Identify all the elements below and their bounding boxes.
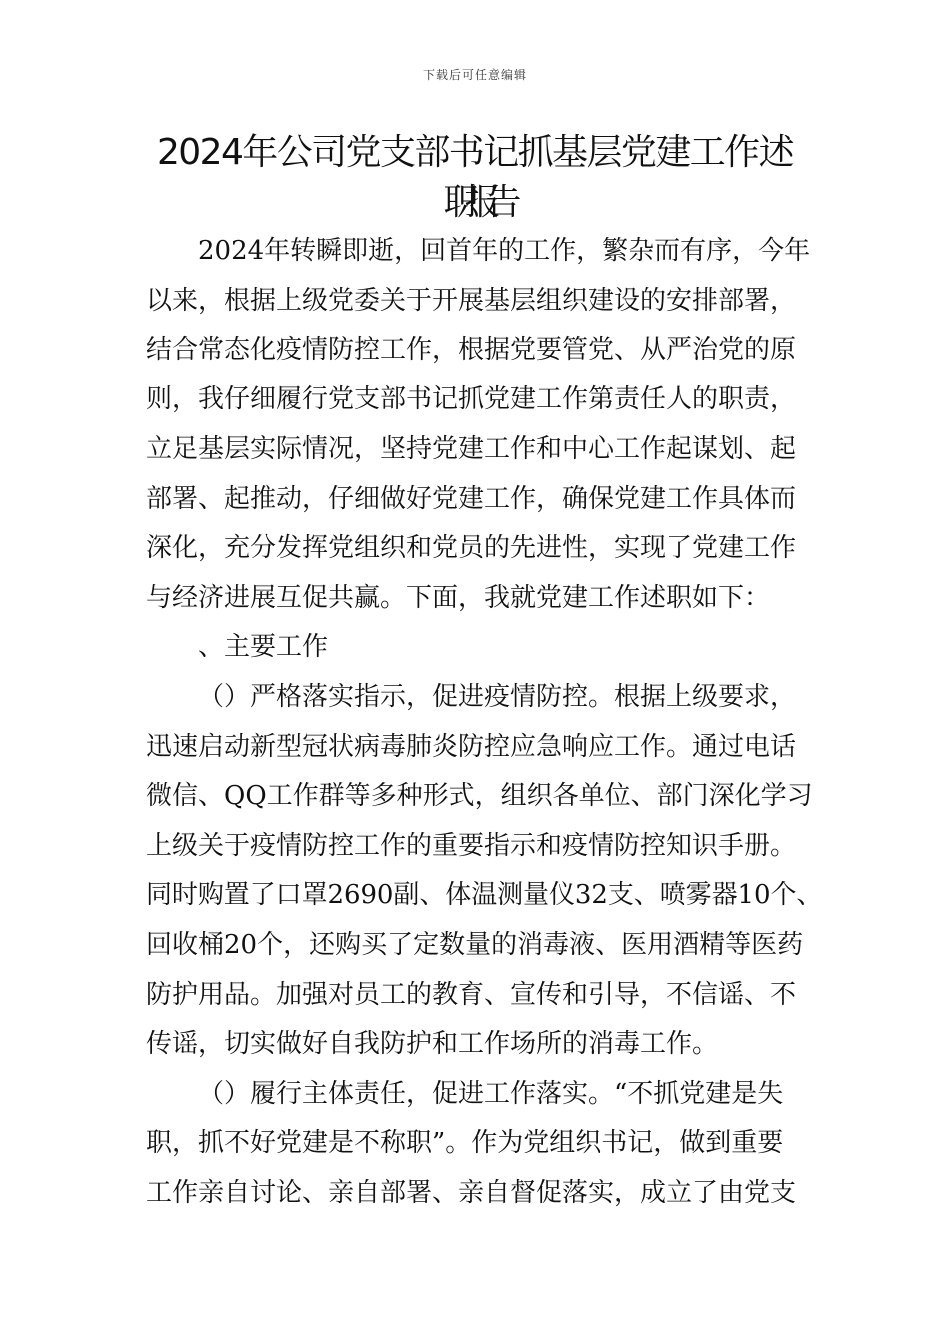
body-line: 以来，根据上级党委关于开展基层组织建设的安排部署，: [146, 286, 797, 316]
body-line: 部署、起推动，仔细做好党建工作，确保党建工作具体而: [146, 484, 797, 514]
body-line: 职，抓不好党建是不称职”。作为党组织书记，做到重要: [146, 1128, 784, 1158]
body-line: 则，我仔细履行党支部书记抓党建工作第责任人的职责，: [146, 384, 797, 414]
body-line: （）严格落实指示，促进疫情防控。根据上级要求，: [198, 682, 797, 712]
body-line: 立足基层实际情况，坚持党建工作和中心工作起谋划、起: [146, 434, 797, 464]
document-title-line-1: 2024年公司党支部书记抓基层党建工作述: [156, 132, 794, 173]
body-line: 与经济进展互促共赢。下面，我就党建工作述职如下：: [146, 583, 771, 613]
body-line: 防护用品。加强对员工的教育、宣传和引导，不信谣、不: [146, 980, 797, 1010]
body-line: （）履行主体责任，促进工作落实。“不抓党建是失: [198, 1079, 784, 1109]
body-line: 结合常态化疫情防控工作，根据党要管党、从严治党的原: [146, 335, 797, 365]
body-line: 传谣，切实做好自我防护和工作场所的消毒工作。: [146, 1029, 719, 1059]
body-line: 深化，充分发挥党组织和党员的先进性，实现了党建工作: [146, 533, 797, 563]
document-title-line-2: 职报告: [443, 182, 507, 223]
body-line: 上级关于疫情防控工作的重要指示和疫情防控知识手册。: [146, 831, 797, 861]
body-line: 迅速启动新型冠状病毒肺炎防控应急响应工作。通过电话: [146, 732, 797, 762]
body-line: 工作亲自讨论、亲自部署、亲自督促落实，成立了由党支: [146, 1178, 797, 1208]
header-note: 下载后可任意编辑: [422, 68, 527, 82]
body-line: 回收桶20个，还购买了定数量的消毒液、医用酒精等医药: [146, 930, 804, 960]
body-line: 2024年转瞬即逝，回首年的工作，繁杂而有序，今年: [198, 236, 811, 266]
section-heading: 、主要工作: [198, 632, 329, 662]
body-line: 微信、QQ工作群等多种形式，组织各单位、部门深化学习: [146, 781, 813, 811]
body-line: 同时购置了口罩2690副、体温测量仪32支、喷雾器10个、: [146, 880, 823, 910]
